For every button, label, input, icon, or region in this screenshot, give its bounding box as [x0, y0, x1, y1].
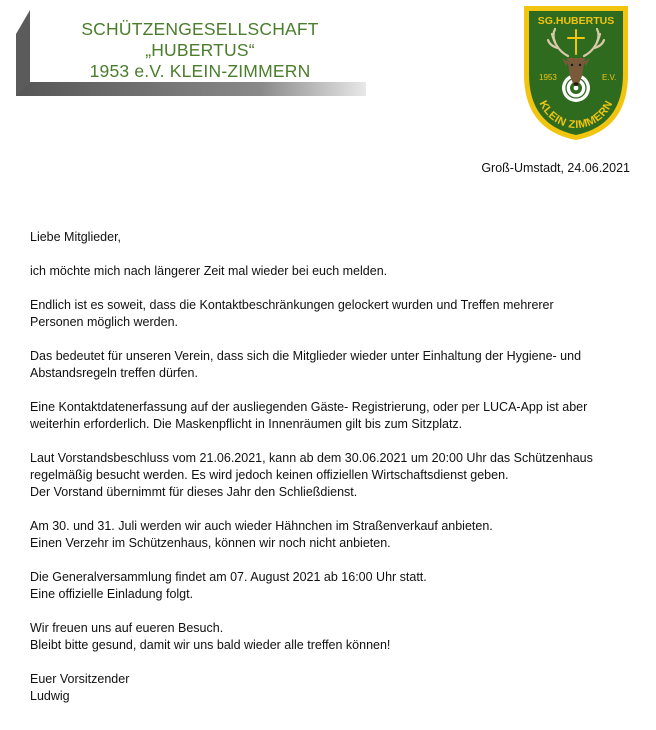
- emblem-top-text: SG.HUBERTUS: [537, 15, 615, 27]
- emblem-bottom-textpath: KLEIN ZIMMERN: [536, 98, 616, 132]
- paragraph-line: Personen möglich werden.: [30, 315, 178, 329]
- paragraph-line: Eine Kontaktdatenerfassung auf der ausliegenden Gäste- Registrierung, oder per LUCA-App ist aber: [30, 400, 588, 414]
- signature-block: [30, 671, 640, 705]
- paragraph-line: Laut Vorstandsbeschluss vom 21.06.2021, kann ab dem 30.06.2021 um 20:00 Uhr das Schützenhaus: [30, 451, 593, 465]
- paragraph-line: Eine offizielle Einladung folgt.: [30, 587, 194, 601]
- paragraph-contact-intro: [30, 263, 640, 280]
- paragraph-line: Einen Verzehr im Schützenhaus, können wir noch nicht anbieten.: [30, 536, 391, 550]
- paragraph-line: Endlich ist es soweit, dass die Kontaktbeschränkungen gelockert wurden und Treffen mehrerer: [30, 298, 554, 312]
- paragraph-line: regelmäßig besucht werden. Es wird jedoch keinen offiziellen Wirtschaftsdienst geben.: [30, 468, 509, 482]
- org-name-line-2: „HUBERTUS“: [145, 40, 255, 60]
- letter-greeting: Liebe Mitglieder,: [30, 230, 122, 244]
- organization-name: [40, 19, 360, 82]
- paragraph-restrictions-eased: [30, 297, 640, 331]
- paragraph-board-decision: [30, 450, 640, 501]
- paragraph-line: Wir freuen uns auf eueren Besuch.: [30, 621, 224, 635]
- letterhead: [0, 0, 656, 150]
- paragraph-registration-masks: [30, 399, 640, 433]
- paragraph-line: Der Vorstand übernimmt für dieses Jahr den Schließdienst.: [30, 485, 358, 499]
- paragraph-hygiene-rules: [30, 348, 640, 382]
- paragraph-line: Abstandsregeln treffen dürfen.: [30, 366, 198, 380]
- paragraph-line: Das bedeutet für unseren Verein, dass sich die Mitglieder wieder unter Einhaltung der Hygiene- und: [30, 349, 582, 363]
- paragraph-line: Bleibt bitte gesund, damit wir uns bald wieder alle treffen können!: [30, 638, 391, 652]
- signature-name: Ludwig: [30, 689, 70, 703]
- paragraph-chicken-sale: [30, 518, 640, 552]
- emblem-year-text: 1953: [539, 73, 557, 82]
- letter-body: [30, 229, 640, 705]
- org-name-line-1: SCHÜTZENGESELLSCHAFT: [81, 19, 319, 39]
- paragraph-general-assembly: [30, 569, 640, 603]
- club-emblem-shield: [522, 4, 630, 142]
- org-name-line-3: 1953 e.V. KLEIN-ZIMMERN: [89, 61, 311, 81]
- paragraph-line: weiterhin erforderlich. Die Maskenpflicht in Innenräumen gilt bis zum Sitzplatz.: [30, 417, 463, 431]
- paragraph-line: Die Generalversammlung findet am 07. August 2021 ab 16:00 Uhr statt.: [30, 570, 427, 584]
- paragraph-closing-wishes: [30, 620, 640, 654]
- place-and-date: Groß-Umstadt, 24.06.2021: [481, 161, 630, 175]
- emblem-suffix-text: E.V.: [602, 73, 617, 82]
- signature-role: Euer Vorsitzender: [30, 672, 130, 686]
- paragraph-line: ich möchte mich nach längerer Zeit mal wieder bei euch melden.: [30, 264, 388, 278]
- paragraph-line: Am 30. und 31. Juli werden wir auch wieder Hähnchen im Straßenverkauf anbieten.: [30, 519, 493, 533]
